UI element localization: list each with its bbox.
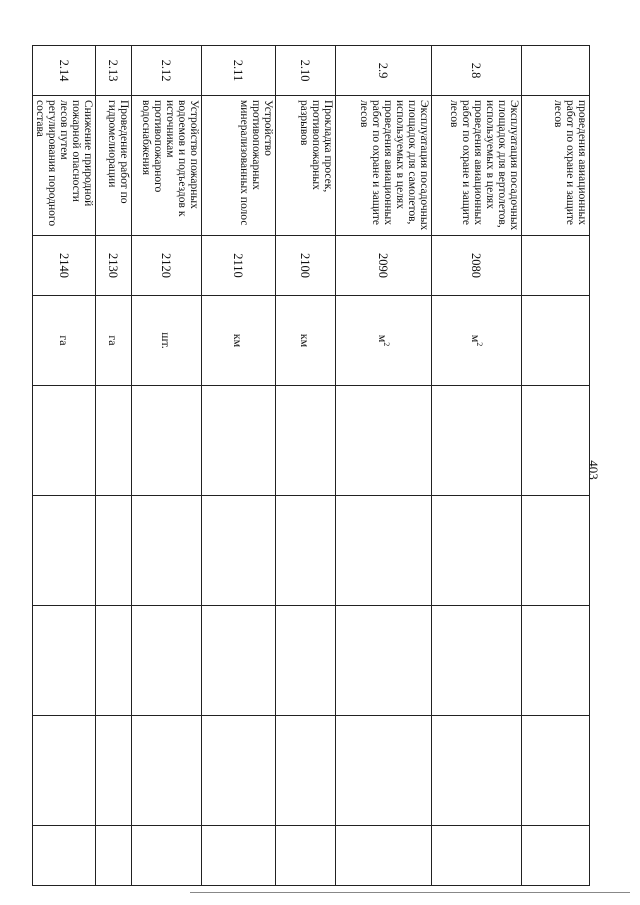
row-description: Устройство противопожарных минерализованных полос: [202, 96, 276, 236]
row-unit: [202, 296, 276, 386]
unit-text: га: [106, 335, 121, 346]
unit-text: км: [298, 333, 313, 348]
row-code: 2080: [432, 236, 522, 296]
row-unit: [522, 296, 590, 386]
empty-cell: [202, 386, 276, 496]
empty-cell: [432, 826, 522, 886]
row-description: проведения авиационных работ по охране и защите лесов: [522, 96, 590, 236]
row-unit: [132, 296, 202, 386]
row-description: Эксплуатация посадочных площадок для самолетов, используемых в целях проведения авиационных работ по охране и защите лесов: [336, 96, 432, 236]
row-unit: [432, 296, 522, 386]
row-code: 2130: [96, 236, 132, 296]
empty-cell: [336, 496, 432, 606]
row-code: 2120: [132, 236, 202, 296]
empty-cell: [202, 826, 276, 886]
row-number: 2.12: [132, 46, 202, 96]
empty-cell: [276, 826, 336, 886]
row-description: Прокладка просек, противопожарных разрывов: [276, 96, 336, 236]
row-number: [522, 46, 590, 96]
table-row: [336, 46, 432, 886]
empty-cell: [33, 386, 96, 496]
empty-cell: [336, 716, 432, 826]
empty-cell: [132, 386, 202, 496]
page-number: 403: [585, 460, 601, 480]
row-unit: [96, 296, 132, 386]
row-number: 2.10: [276, 46, 336, 96]
empty-cell: [522, 606, 590, 716]
unit-text: м: [469, 334, 484, 343]
empty-cell: [336, 826, 432, 886]
empty-cell: [522, 826, 590, 886]
empty-cell: [132, 716, 202, 826]
row-unit: [33, 296, 96, 386]
empty-cell: [336, 606, 432, 716]
empty-cell: [33, 716, 96, 826]
empty-cell: [202, 606, 276, 716]
unit-text: шт.: [159, 332, 174, 349]
row-number: 2.8: [432, 46, 522, 96]
page-bottom-line: [190, 892, 630, 893]
empty-cell: [96, 606, 132, 716]
empty-cell: [33, 496, 96, 606]
empty-cell: [336, 386, 432, 496]
empty-cell: [202, 716, 276, 826]
row-code: [522, 236, 590, 296]
table-body: [33, 46, 590, 886]
empty-cell: [202, 496, 276, 606]
empty-cell: [96, 716, 132, 826]
unit-text: км: [231, 333, 246, 348]
empty-cell: [96, 386, 132, 496]
unit-text: м: [376, 334, 391, 343]
row-code: 2100: [276, 236, 336, 296]
unit-superscript: 2: [475, 342, 485, 347]
row-number: 2.13: [96, 46, 132, 96]
empty-cell: [33, 826, 96, 886]
empty-cell: [432, 606, 522, 716]
empty-cell: [132, 606, 202, 716]
empty-cell: [522, 496, 590, 606]
empty-cell: [432, 386, 522, 496]
empty-cell: [276, 496, 336, 606]
empty-cell: [96, 496, 132, 606]
row-description: Устройство пожарных водоемов и подъездов к источникам противопожарного водоснабжения: [132, 96, 202, 236]
empty-cell: [432, 716, 522, 826]
table-row: [432, 46, 522, 886]
table-row: [132, 46, 202, 886]
row-number: 2.11: [202, 46, 276, 96]
empty-cell: [132, 496, 202, 606]
empty-cell: [132, 826, 202, 886]
row-description: Эксплуатация посадочных площадок для вертолетов, используемых в целях проведения авиационных работ по охране и защите лесов: [432, 96, 522, 236]
empty-cell: [276, 386, 336, 496]
empty-cell: [276, 716, 336, 826]
table-row: [33, 46, 96, 886]
table-row: [522, 46, 590, 886]
empty-cell: [33, 606, 96, 716]
empty-cell: [432, 496, 522, 606]
rotated-table-container: [34, 45, 590, 885]
empty-cell: [276, 606, 336, 716]
row-unit: [336, 296, 432, 386]
row-description: Снижение природной пожарной опасности лесов путем регулирования породного состава: [33, 96, 96, 236]
empty-cell: [522, 386, 590, 496]
row-code: 2090: [336, 236, 432, 296]
row-code: 2110: [202, 236, 276, 296]
table-row: [276, 46, 336, 886]
table-row: [202, 46, 276, 886]
table-row: [96, 46, 132, 886]
row-number: 2.14: [33, 46, 96, 96]
row-number: 2.9: [336, 46, 432, 96]
empty-cell: [522, 716, 590, 826]
unit-superscript: 2: [382, 342, 392, 347]
row-code: 2140: [33, 236, 96, 296]
data-table: [32, 45, 590, 886]
row-description: Проведение работ по гидромелиорации: [96, 96, 132, 236]
unit-text: га: [57, 335, 71, 346]
empty-cell: [96, 826, 132, 886]
row-unit: [276, 296, 336, 386]
